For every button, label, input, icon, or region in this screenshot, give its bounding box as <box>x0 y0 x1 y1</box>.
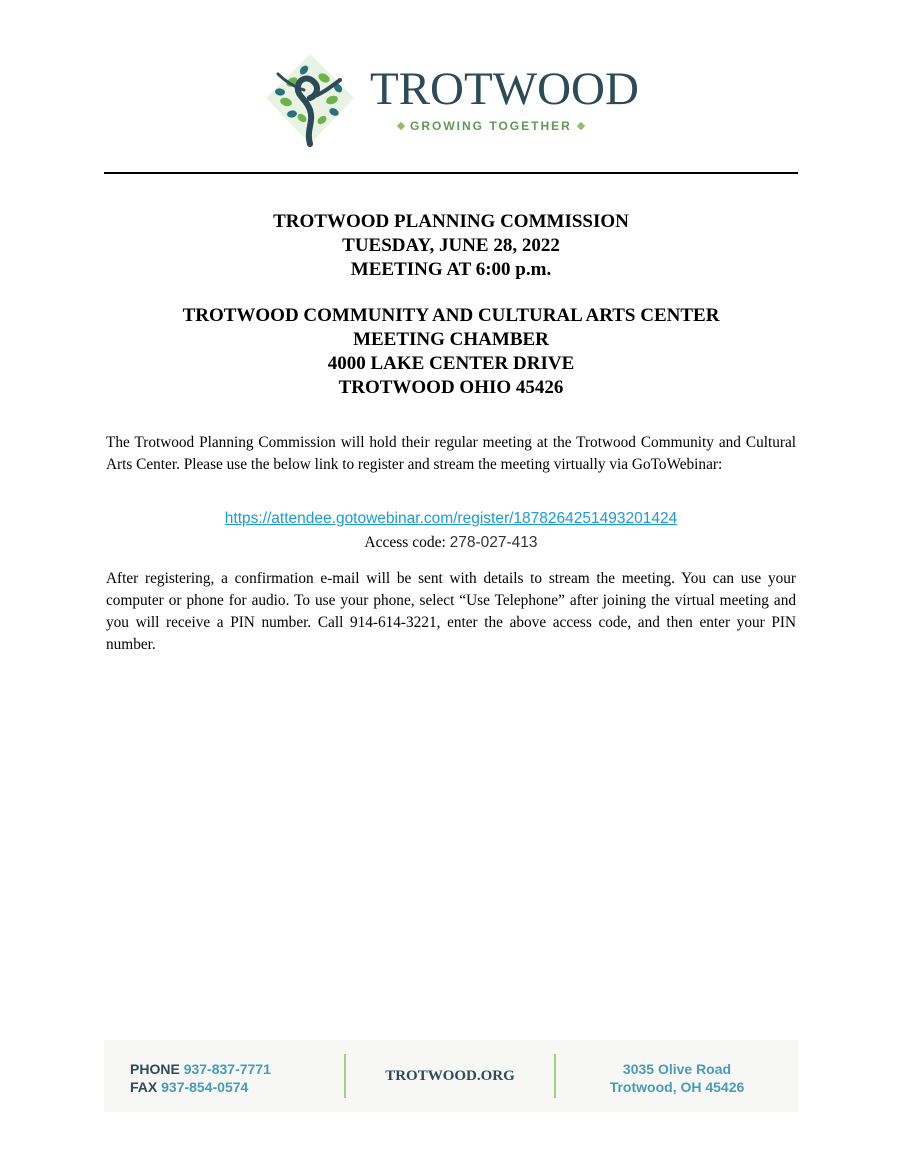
heading-line: MEETING AT 6:00 p.m. <box>350 259 552 280</box>
logo-tagline <box>392 120 590 132</box>
footer-contact <box>130 1060 271 1096</box>
header-divider <box>104 172 798 174</box>
heading-line: 4000 LAKE CENTER DRIVE <box>327 353 575 374</box>
phone-number: 937-837-7771 <box>183 1061 271 1077</box>
diamond-bullet-icon <box>577 122 585 130</box>
intro-paragraph: The Trotwood Planning Commission will hold their regular meeting at the Trotwood Community and Cultural Arts Center. Please use the below link to register and stream the meeting virtually via GoToWebinar: <box>106 434 796 473</box>
webinar-register-link[interactable]: https://attendee.gotowebinar.com/register/1878264251493201424 <box>224 510 678 527</box>
access-code-label: Access code: <box>364 534 446 551</box>
heading-line: TROTWOOD PLANNING COMMISSION <box>273 211 629 232</box>
heading-line: MEETING CHAMBER <box>353 329 549 350</box>
diamond-bullet-icon <box>397 122 405 130</box>
address-line: Trotwood, OH 45426 <box>609 1079 745 1095</box>
heading-line: TROTWOOD COMMUNITY AND CULTURAL ARTS CENTER <box>182 305 720 326</box>
footer-address <box>556 1060 798 1096</box>
logo-tagline-text: GROWING TOGETHER <box>410 119 572 133</box>
heading-line: TROTWOOD OHIO 45426 <box>338 377 564 398</box>
instructions-paragraph: After registering, a confirmation e-mail will be sent with details to stream the meeting. You can use your computer or phone for audio. To use your phone, select “Use Telephone” after joining the virtual meeting and you will receive a PIN number. Call 914-614-3221, enter the above access code, and then enter your PIN number. <box>106 570 796 653</box>
meeting-heading <box>104 210 798 282</box>
phone-label: PHONE <box>130 1061 180 1077</box>
logo-wordmark: TROTWOOD <box>370 63 639 115</box>
page-footer <box>104 1040 798 1112</box>
fax-label: FAX <box>130 1079 158 1095</box>
access-code-value: 278-027-413 <box>449 534 538 551</box>
location-heading <box>104 304 798 400</box>
access-code-line <box>104 534 798 552</box>
address-line: 3035 Olive Road <box>622 1061 732 1077</box>
tree-emblem-icon <box>262 52 358 148</box>
fax-number: 937-854-0574 <box>161 1079 249 1095</box>
heading-line: TUESDAY, JUNE 28, 2022 <box>342 235 560 256</box>
trotwood-logo <box>262 52 642 148</box>
footer-website: TROTWOOD.ORG <box>385 1068 515 1084</box>
